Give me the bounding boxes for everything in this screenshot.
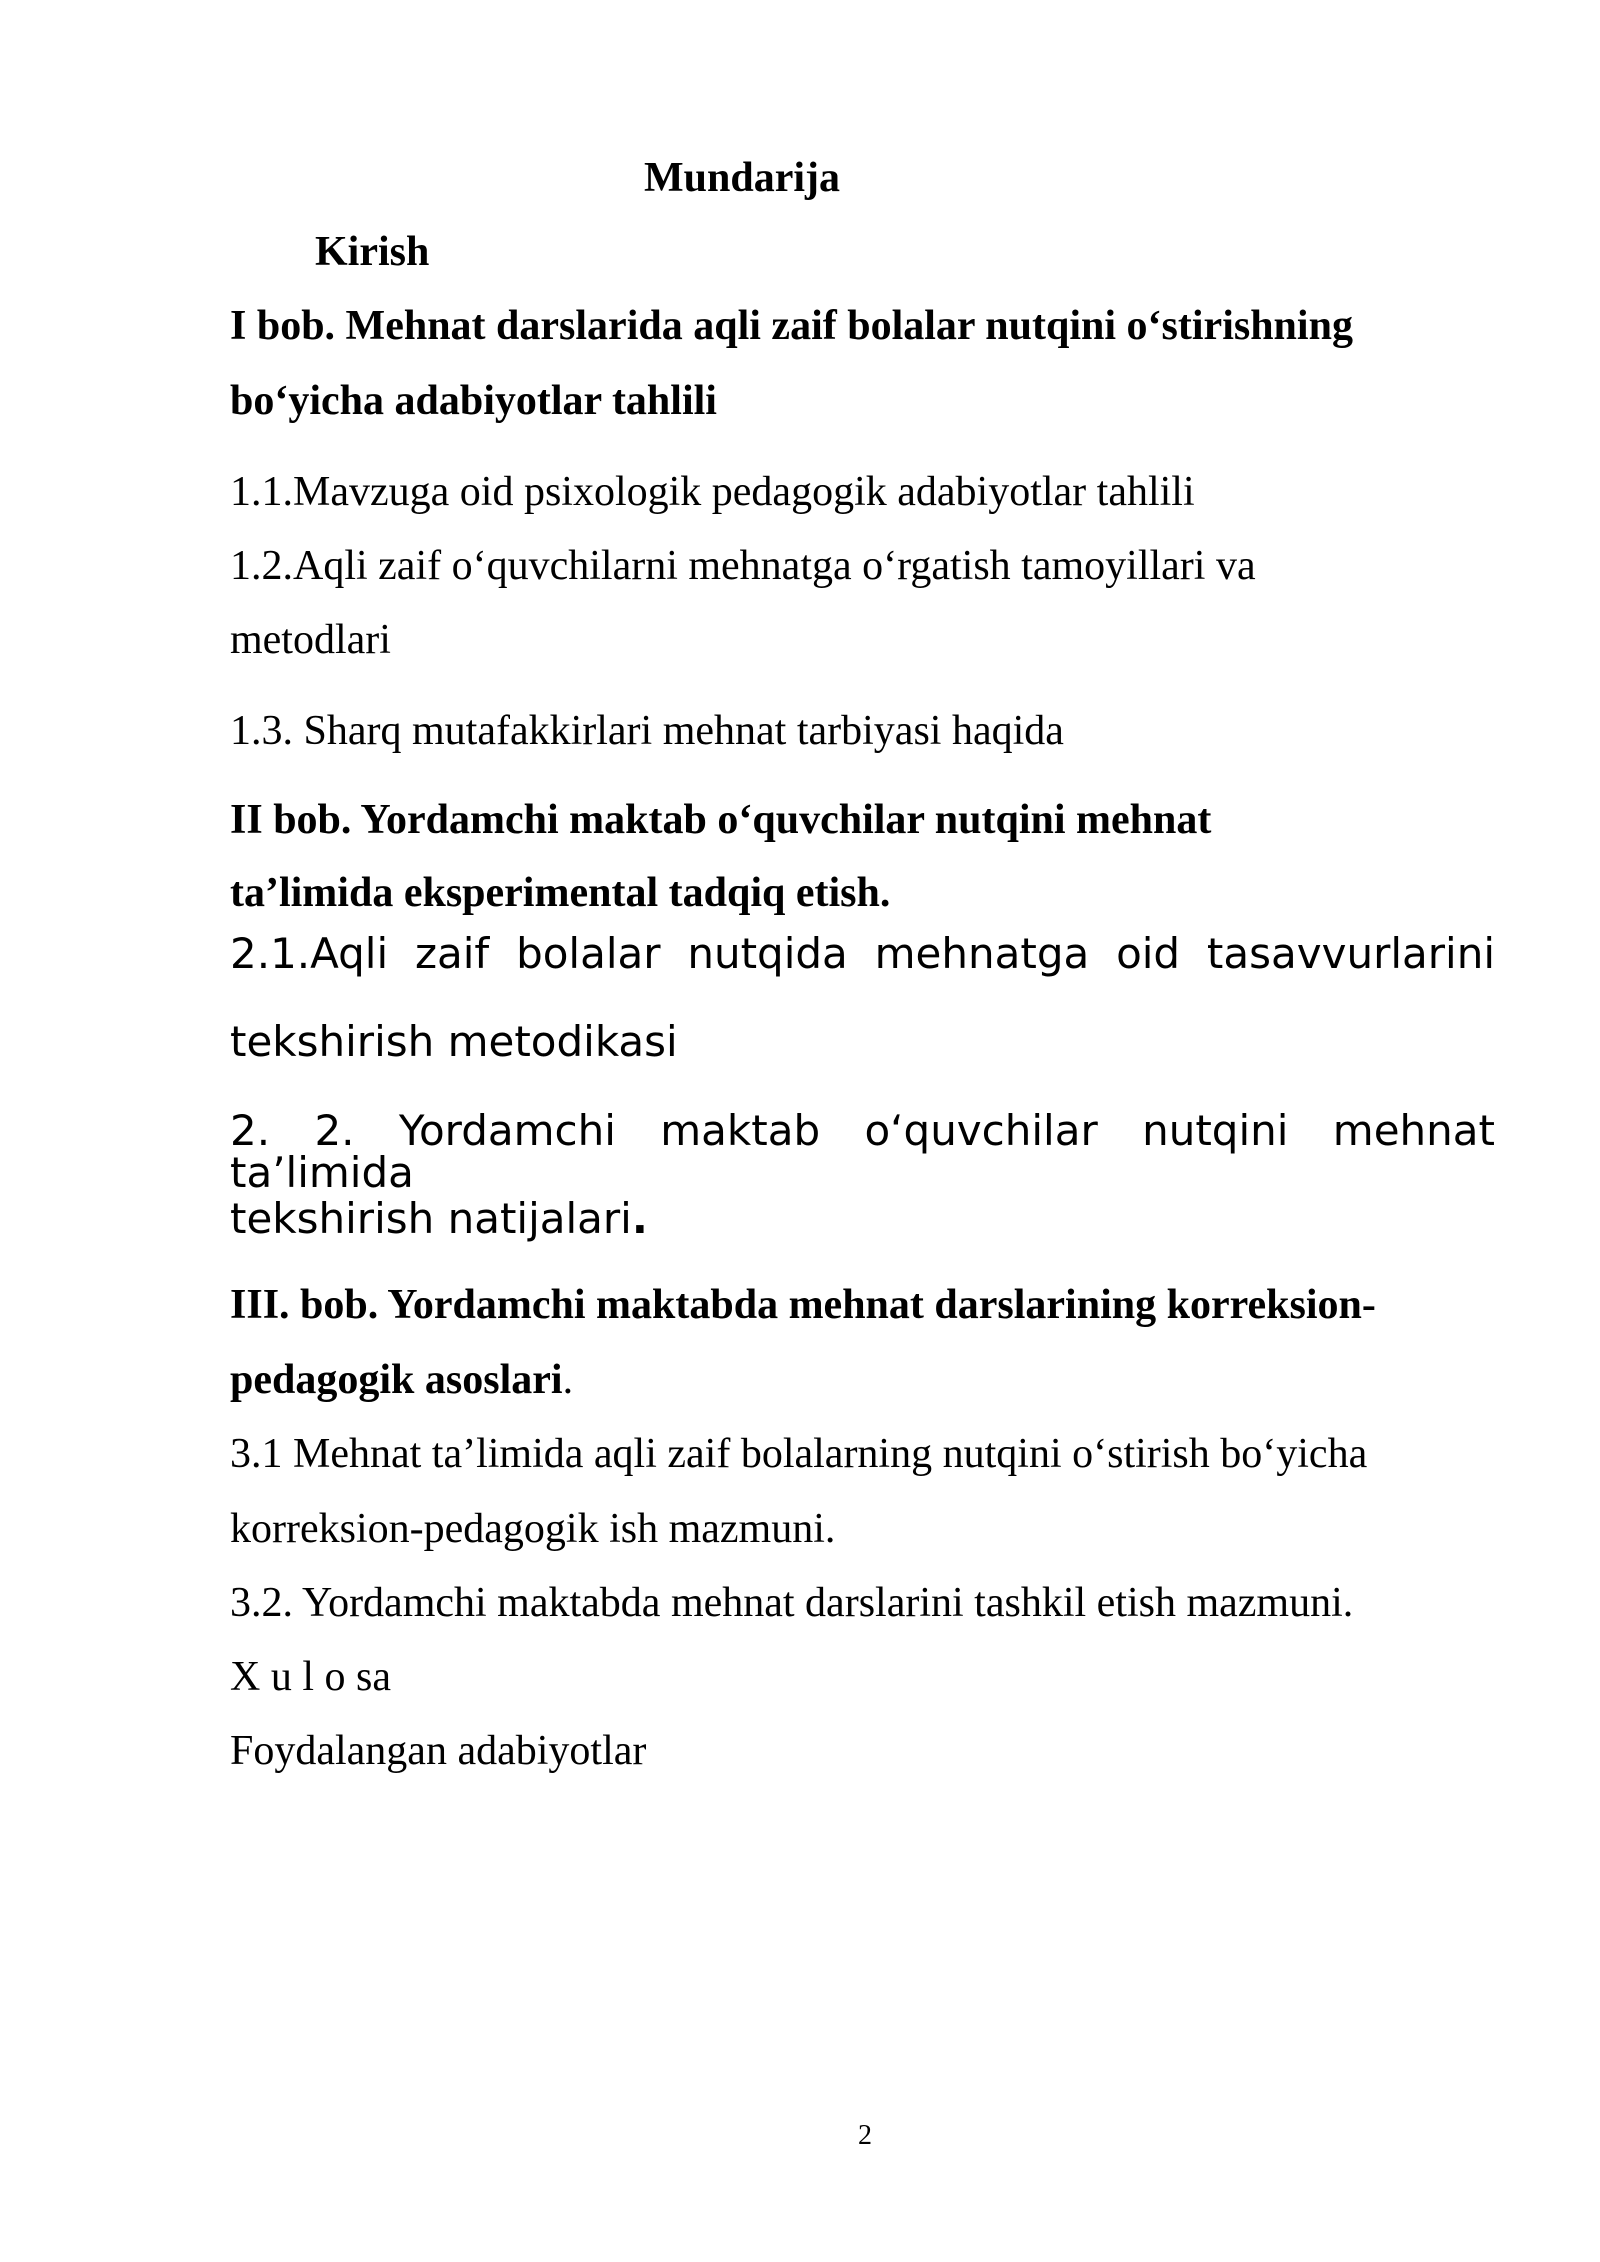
toc-section-2-2-line2-text: tekshirish natijalari <box>230 1194 632 1243</box>
toc-section-1-2-line1: 1.2.Aqli zaif oʻquvchilarni mehnatga oʻrgatish tamoyillari va <box>230 543 1256 589</box>
page-number: 2 <box>858 2120 872 2151</box>
toc-chapter2-line1: II bob. Yordamchi maktab oʻquvchilar nutqini mehnat <box>230 797 1212 843</box>
toc-section-2-2-line1: 2. 2. Yordamchi maktab oʻquvchilar nutqini mehnat ta’limida <box>230 1106 1495 1197</box>
toc-section-2-1-line1: 2.1.Aqli zaif bolalar nutqida mehnatga oid tasavvurlarini <box>230 929 1495 978</box>
toc-chapter1-line1: I bob. Mehnat darslarida aqli zaif bolalar nutqini oʻstirishning <box>230 303 1353 349</box>
toc-section-1-2-line2: metodlari <box>230 617 391 663</box>
toc-section-1-1: 1.1.Mavzuga oid psixologik pedagogik adabiyotlar tahlili <box>230 469 1195 515</box>
toc-section-3-1-line2: korreksion-pedagogik ish mazmuni. <box>230 1506 836 1552</box>
toc-section-2-1-line2: tekshirish metodikasi <box>230 1017 678 1066</box>
toc-section-1-3: 1.3. Sharq mutafakkirlari mehnat tarbiyasi haqida <box>230 708 1064 754</box>
toc-section-2-2-line2 <box>230 1194 648 1243</box>
toc-section-3-1-line1: 3.1 Mehnat ta’limida aqli zaif bolalarning nutqini oʻstirish boʻyicha <box>230 1431 1368 1477</box>
toc-chapter3-line2-text: pedagogik asoslari <box>230 1357 563 1403</box>
toc-conclusion: X u l o sa <box>230 1654 391 1700</box>
toc-section-3-2: 3.2. Yordamchi maktabda mehnat darslarini tashkil etish mazmuni. <box>230 1580 1354 1626</box>
toc-chapter2-line2: ta’limida eksperimental tadqiq etish. <box>230 870 891 916</box>
toc-intro: Kirish <box>315 229 430 275</box>
toc-chapter3-line2-dot: . <box>562 1357 574 1403</box>
toc-chapter3-line1: III. bob. Yordamchi maktabda mehnat darslarining korreksion- <box>230 1282 1376 1328</box>
page-title: Mundarija <box>643 155 840 201</box>
toc-section-2-2-line2-dot: . <box>631 1194 648 1243</box>
toc-chapter1-line2: boʻyicha adabiyotlar tahlili <box>230 378 717 424</box>
toc-references: Foydalangan adabiyotlar <box>230 1728 647 1774</box>
toc-chapter3-line2 <box>230 1359 573 1401</box>
